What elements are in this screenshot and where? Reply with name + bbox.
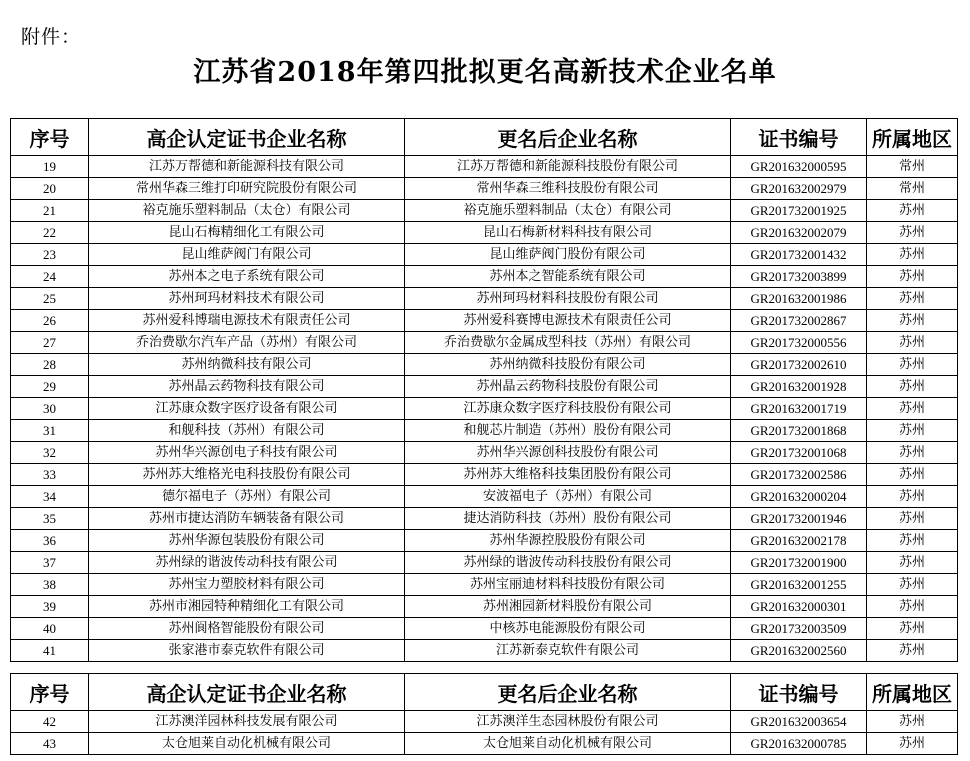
new-company-name: 苏州湘园新材料股份有限公司 <box>405 596 731 618</box>
new-company-name: 苏州珂玛材料科技股份有限公司 <box>405 288 731 310</box>
row-index: 23 <box>11 244 89 266</box>
region: 苏州 <box>867 244 958 266</box>
certificate-number: GR201732003899 <box>731 266 867 288</box>
certificate-number: GR201632000595 <box>731 156 867 178</box>
row-index: 26 <box>11 310 89 332</box>
certificate-number: GR201632002560 <box>731 640 867 662</box>
row-index: 41 <box>11 640 89 662</box>
original-company-name: 苏州绿的谐波传动科技有限公司 <box>89 552 405 574</box>
header-certificate-number: 证书编号 <box>731 674 867 711</box>
certificate-number: GR201632001255 <box>731 574 867 596</box>
certificate-number: GR201732001868 <box>731 420 867 442</box>
table-row <box>11 464 958 486</box>
original-company-name: 裕克施乐塑料制品（太仓）有限公司 <box>89 200 405 222</box>
new-company-name: 苏州华兴源创科技股份有限公司 <box>405 442 731 464</box>
original-company-name: 常州华森三维打印研究院股份有限公司 <box>89 178 405 200</box>
new-company-name: 昆山维萨阀门股份有限公司 <box>405 244 731 266</box>
company-table-2 <box>10 673 958 755</box>
header-region: 所属地区 <box>867 119 958 156</box>
new-company-name: 乔治费歇尔金属成型科技（苏州）有限公司 <box>405 332 731 354</box>
new-company-name: 常州华森三维科技股份有限公司 <box>405 178 731 200</box>
table-row <box>11 596 958 618</box>
document-title: 江苏省2018年第四批拟更名高新技术企业名单 <box>193 57 777 88</box>
table-row <box>11 222 958 244</box>
certificate-number: GR201732001900 <box>731 552 867 574</box>
original-company-name: 苏州华源包装股份有限公司 <box>89 530 405 552</box>
certificate-number: GR201732002586 <box>731 464 867 486</box>
row-index: 22 <box>11 222 89 244</box>
new-company-name: 太仓旭莱自动化机械有限公司 <box>405 733 731 755</box>
region: 苏州 <box>867 618 958 640</box>
certificate-number: GR201732003509 <box>731 618 867 640</box>
region: 苏州 <box>867 733 958 755</box>
new-company-name: 苏州绿的谐波传动科技股份有限公司 <box>405 552 731 574</box>
original-company-name: 和舰科技（苏州）有限公司 <box>89 420 405 442</box>
header-new-name: 更名后企业名称 <box>405 119 731 156</box>
new-company-name: 裕克施乐塑料制品（太仓）有限公司 <box>405 200 731 222</box>
table-row <box>11 156 958 178</box>
new-company-name: 安波福电子（苏州）有限公司 <box>405 486 731 508</box>
original-company-name: 苏州珂玛材料技术有限公司 <box>89 288 405 310</box>
original-company-name: 苏州阆格智能股份有限公司 <box>89 618 405 640</box>
region: 苏州 <box>867 332 958 354</box>
region: 苏州 <box>867 288 958 310</box>
row-index: 37 <box>11 552 89 574</box>
original-company-name: 德尔福电子（苏州）有限公司 <box>89 486 405 508</box>
new-company-name: 和舰芯片制造（苏州）股份有限公司 <box>405 420 731 442</box>
region: 苏州 <box>867 420 958 442</box>
certificate-number: GR201632002079 <box>731 222 867 244</box>
table-row <box>11 530 958 552</box>
table-row <box>11 288 958 310</box>
certificate-number: GR201632001986 <box>731 288 867 310</box>
row-index: 25 <box>11 288 89 310</box>
table-row <box>11 398 958 420</box>
region: 苏州 <box>867 376 958 398</box>
row-index: 21 <box>11 200 89 222</box>
original-company-name: 江苏万帮德和新能源科技有限公司 <box>89 156 405 178</box>
table-row <box>11 640 958 662</box>
original-company-name: 苏州本之电子系统有限公司 <box>89 266 405 288</box>
row-index: 30 <box>11 398 89 420</box>
region: 苏州 <box>867 552 958 574</box>
region: 常州 <box>867 156 958 178</box>
table-row <box>11 552 958 574</box>
company-table-1 <box>10 118 958 662</box>
row-index: 38 <box>11 574 89 596</box>
table-row <box>11 574 958 596</box>
original-company-name: 苏州爱科博瑞电源技术有限责任公司 <box>89 310 405 332</box>
table-row <box>11 486 958 508</box>
table-row <box>11 442 958 464</box>
row-index: 28 <box>11 354 89 376</box>
region: 苏州 <box>867 398 958 420</box>
table-header-row <box>11 674 958 711</box>
row-index: 19 <box>11 156 89 178</box>
row-index: 32 <box>11 442 89 464</box>
certificate-number: GR201632000301 <box>731 596 867 618</box>
certificate-number: GR201632000204 <box>731 486 867 508</box>
certificate-number: GR201732001068 <box>731 442 867 464</box>
row-index: 24 <box>11 266 89 288</box>
new-company-name: 苏州爱科赛博电源技术有限责任公司 <box>405 310 731 332</box>
new-company-name: 江苏康众数字医疗科技股份有限公司 <box>405 398 731 420</box>
region: 苏州 <box>867 596 958 618</box>
original-company-name: 张家港市泰克软件有限公司 <box>89 640 405 662</box>
region: 苏州 <box>867 310 958 332</box>
table-row <box>11 508 958 530</box>
table-row <box>11 733 958 755</box>
new-company-name: 苏州华源控股股份有限公司 <box>405 530 731 552</box>
row-index: 27 <box>11 332 89 354</box>
attachment-label: 附件： <box>21 26 82 48</box>
region: 苏州 <box>867 464 958 486</box>
table-row <box>11 266 958 288</box>
new-company-name: 捷达消防科技（苏州）股份有限公司 <box>405 508 731 530</box>
table-row <box>11 310 958 332</box>
row-index: 33 <box>11 464 89 486</box>
original-company-name: 苏州纳微科技有限公司 <box>89 354 405 376</box>
original-company-name: 苏州市湘园特种精细化工有限公司 <box>89 596 405 618</box>
header-index: 序号 <box>11 119 89 156</box>
region: 苏州 <box>867 222 958 244</box>
original-company-name: 太仓旭莱自动化机械有限公司 <box>89 733 405 755</box>
certificate-number: GR201632001928 <box>731 376 867 398</box>
header-region: 所属地区 <box>867 674 958 711</box>
table-row <box>11 711 958 733</box>
original-company-name: 苏州宝力塑胶材料有限公司 <box>89 574 405 596</box>
table-row <box>11 420 958 442</box>
original-company-name: 昆山维萨阀门有限公司 <box>89 244 405 266</box>
region: 常州 <box>867 178 958 200</box>
region: 苏州 <box>867 486 958 508</box>
table-row <box>11 332 958 354</box>
region: 苏州 <box>867 266 958 288</box>
region: 苏州 <box>867 574 958 596</box>
certificate-number: GR201732002867 <box>731 310 867 332</box>
new-company-name: 江苏新泰克软件有限公司 <box>405 640 731 662</box>
row-index: 40 <box>11 618 89 640</box>
header-index: 序号 <box>11 674 89 711</box>
row-index: 42 <box>11 711 89 733</box>
original-company-name: 苏州华兴源创电子科技有限公司 <box>89 442 405 464</box>
region: 苏州 <box>867 354 958 376</box>
row-index: 31 <box>11 420 89 442</box>
row-index: 36 <box>11 530 89 552</box>
table-row <box>11 618 958 640</box>
original-company-name: 乔治费歇尔汽车产品（苏州）有限公司 <box>89 332 405 354</box>
header-certificate-number: 证书编号 <box>731 119 867 156</box>
certificate-number: GR201732001925 <box>731 200 867 222</box>
row-index: 20 <box>11 178 89 200</box>
original-company-name: 江苏澳洋园林科技发展有限公司 <box>89 711 405 733</box>
certificate-number: GR201632002979 <box>731 178 867 200</box>
original-company-name: 昆山石梅精细化工有限公司 <box>89 222 405 244</box>
new-company-name: 苏州纳微科技股份有限公司 <box>405 354 731 376</box>
new-company-name: 中核苏电能源股份有限公司 <box>405 618 731 640</box>
new-company-name: 江苏万帮德和新能源科技股份有限公司 <box>405 156 731 178</box>
table-row <box>11 244 958 266</box>
table-header-row <box>11 119 958 156</box>
header-new-name: 更名后企业名称 <box>405 674 731 711</box>
region: 苏州 <box>867 200 958 222</box>
row-index: 35 <box>11 508 89 530</box>
row-index: 34 <box>11 486 89 508</box>
region: 苏州 <box>867 508 958 530</box>
certificate-number: GR201732001432 <box>731 244 867 266</box>
table-row <box>11 178 958 200</box>
new-company-name: 苏州本之智能系统有限公司 <box>405 266 731 288</box>
new-company-name: 昆山石梅新材料科技有限公司 <box>405 222 731 244</box>
certificate-number: GR201632002178 <box>731 530 867 552</box>
table-row <box>11 200 958 222</box>
certificate-number: GR201732002610 <box>731 354 867 376</box>
new-company-name: 苏州宝丽迪材料科技股份有限公司 <box>405 574 731 596</box>
row-index: 29 <box>11 376 89 398</box>
header-original-name: 高企认定证书企业名称 <box>89 674 405 711</box>
row-index: 39 <box>11 596 89 618</box>
header-original-name: 高企认定证书企业名称 <box>89 119 405 156</box>
original-company-name: 苏州苏大维格光电科技股份有限公司 <box>89 464 405 486</box>
certificate-number: GR201632003654 <box>731 711 867 733</box>
certificate-number: GR201632000785 <box>731 733 867 755</box>
region: 苏州 <box>867 442 958 464</box>
region: 苏州 <box>867 530 958 552</box>
table-row <box>11 354 958 376</box>
new-company-name: 苏州晶云药物科技股份有限公司 <box>405 376 731 398</box>
region: 苏州 <box>867 711 958 733</box>
table-row <box>11 376 958 398</box>
new-company-name: 苏州苏大维格科技集团股份有限公司 <box>405 464 731 486</box>
original-company-name: 江苏康众数字医疗设备有限公司 <box>89 398 405 420</box>
original-company-name: 苏州晶云药物科技有限公司 <box>89 376 405 398</box>
region: 苏州 <box>867 640 958 662</box>
original-company-name: 苏州市捷达消防车辆装备有限公司 <box>89 508 405 530</box>
certificate-number: GR201732000556 <box>731 332 867 354</box>
new-company-name: 江苏澳洋生态园林股份有限公司 <box>405 711 731 733</box>
certificate-number: GR201632001719 <box>731 398 867 420</box>
row-index: 43 <box>11 733 89 755</box>
certificate-number: GR201732001946 <box>731 508 867 530</box>
